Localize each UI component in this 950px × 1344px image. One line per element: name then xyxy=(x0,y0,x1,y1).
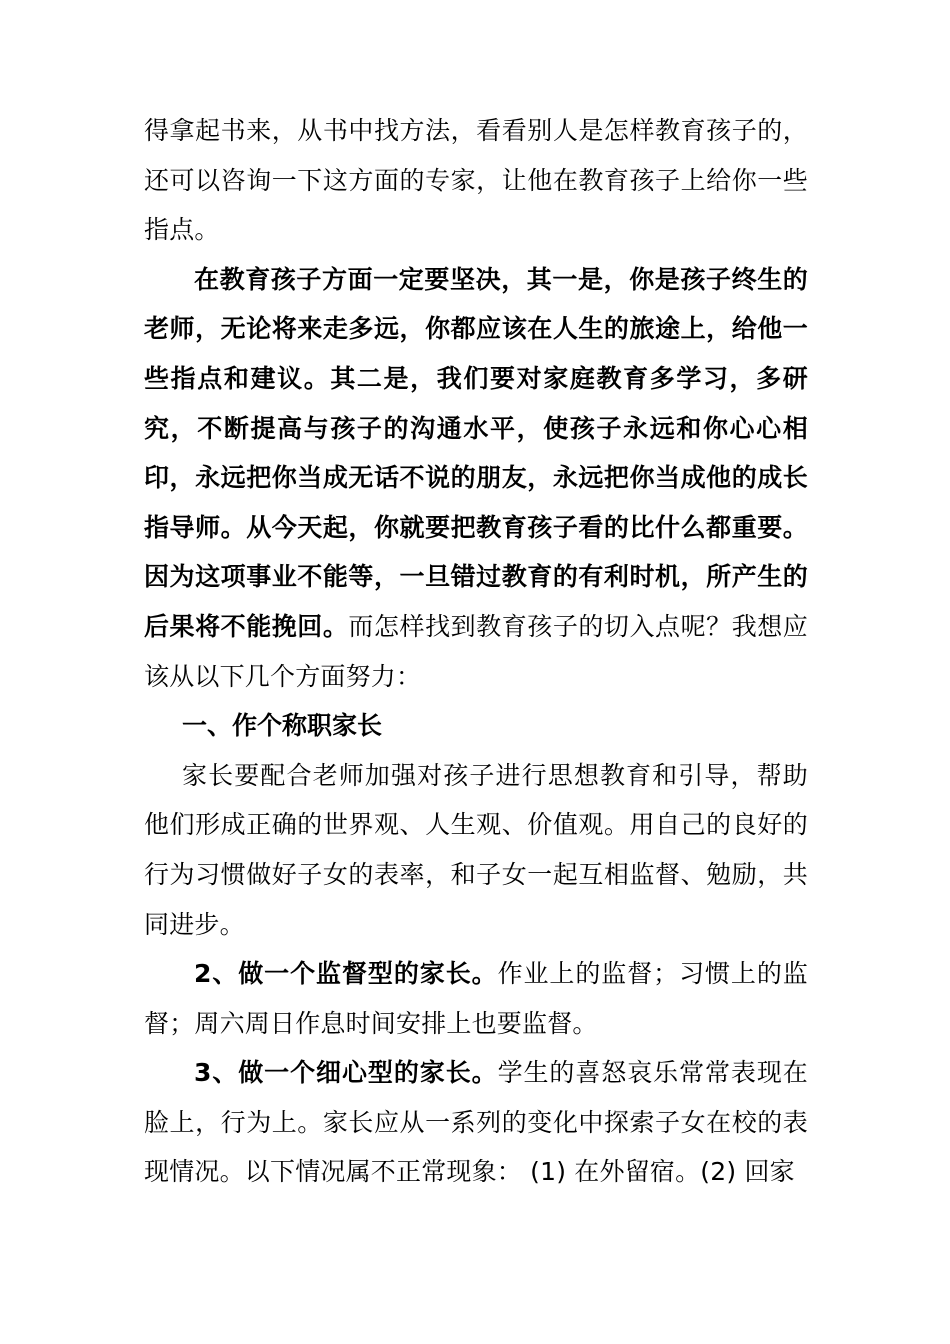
careful-parent-text: 学生的喜怒哀乐常常表现在脸上，行为上。家长应从一系列的变化中探索子女在校的表现情况。以下情况属不正常现象： (1) 在外留宿。(2) 回家 xyxy=(144,1058,808,1187)
paragraph-determination-bold: 在教育孩子方面一定要坚决，其一是，你是孩子终生的老师，无论将来走多远，你都应该在人生的旅途上，给他一些指点和建议。其二是，我们要对家庭教育多学习，多研究，不断提高与孩子的沟通水平，使孩子永远和你心心相印，永远把你当成无话不说的朋友，永远把你当成他的成长指导师。从今天起，你就要把教育孩子看的比什么都重要。因为这项事业不能等，一旦错过教育的有利时机，所产生的后果将不能挽回。 xyxy=(144,264,808,641)
section-heading-1: 一、作个称职家长 xyxy=(182,711,383,741)
supervisor-parent-text: 作业上的监督；习惯上的监督；周六周日作息时间安排上也要监督。 xyxy=(144,959,808,1038)
supervisor-parent-title: 2、做一个监督型的家长。 xyxy=(194,959,498,989)
careful-parent-title: 3、做一个细心型的家长。 xyxy=(194,1058,498,1088)
paragraph-determination xyxy=(144,255,808,701)
paragraph-careful-parent xyxy=(144,1048,808,1197)
paragraph-determination-normal: 而怎样找到教育孩子的切入点呢？我想应该从以下几个方面努力： xyxy=(144,611,808,691)
paragraph-intro: 得拿起书来，从书中找方法，看看别人是怎样教育孩子的，还可以咨询一下这方面的专家，让他在教育孩子上给你一些指点。 xyxy=(144,116,808,245)
paragraph-parent-role: 家长要配合老师加强对孩子进行思想教育和引导，帮助他们形成正确的世界观、人生观、价值观。用自己的良好的行为习惯做好子女的表率，和子女一起互相监督、勉励，共同进步。 xyxy=(144,760,808,939)
document-page xyxy=(144,106,808,1197)
paragraph-supervisor-parent xyxy=(144,949,808,1048)
